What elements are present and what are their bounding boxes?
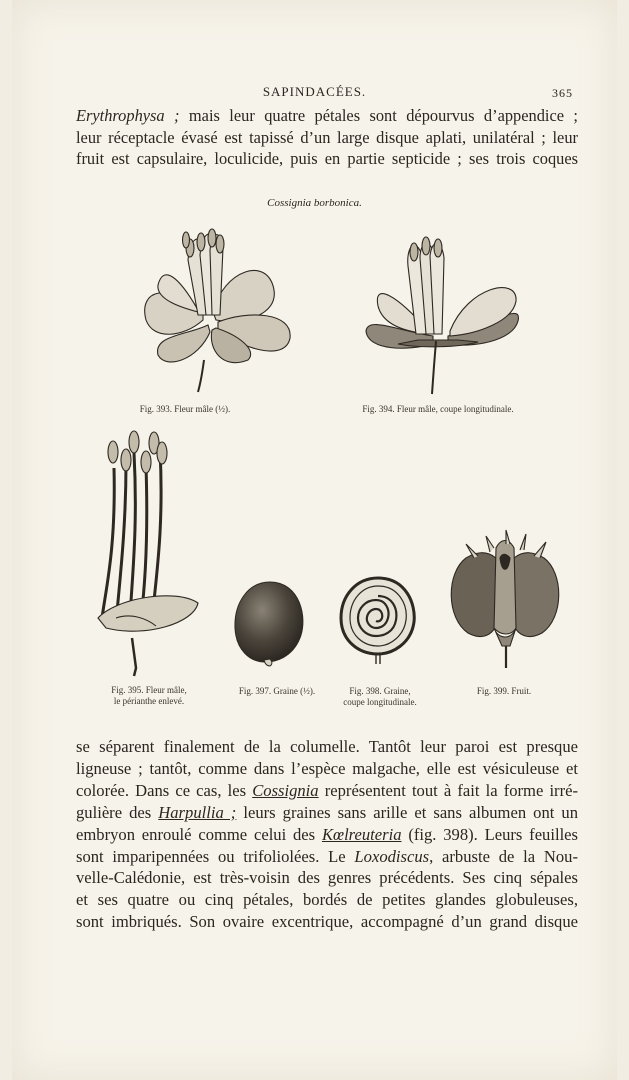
caption-fig-394: Fig. 394. Fleur mâle, coupe longitudinale.: [362, 404, 514, 414]
running-title: SAPINDACÉES.: [262, 84, 367, 99]
figure-397-seed: [230, 578, 310, 670]
genus-name: Loxodiscus: [354, 846, 430, 866]
text-line: Erythrophysa ; mais leur quatre pétales sont dépourvus d’appendice ;: [76, 106, 578, 125]
figure-395-stamens: [86, 428, 206, 678]
genus-name: Kœlreuteria: [321, 824, 402, 844]
text-line: et ses quatre ou cinq pétales, bordés de petites glandes globuleuses,: [76, 890, 578, 910]
caption-fig-393: Fig. 393. Fleur mâle (½).: [139, 404, 231, 414]
genus-name: Cossignia: [252, 780, 319, 800]
text-line: sont imparipennées ou trifoliolées. Le Loxodiscus, arbuste de la Nou-: [76, 846, 578, 866]
caption-fig-397: Fig. 397. Graine (½).: [238, 686, 316, 696]
caption-fig-399: Fig. 399. Fruit.: [476, 686, 532, 696]
figure-394-flower-section: [358, 236, 528, 396]
page-number: 365: [552, 86, 573, 100]
caption-fig-395: Fig. 395. Fleur mâle, le périanthe enlevé.: [111, 685, 187, 706]
text-line: fruit est capsulaire, loculicide, puis en partie septicide ; ses trois coques: [76, 149, 578, 169]
text-line: gulière des Harpullia ; leurs graines sans arille et sans albumen ont un: [76, 802, 578, 822]
text-line: ligneuse ; tantôt, comme dans l’espèce malgache, elle est vésiculeuse et: [76, 758, 578, 778]
genus-name: Harpullia ;: [158, 802, 237, 822]
text-line: embryon enroulé comme celui des Kœlreuteria (fig. 398). Leurs feuilles: [76, 824, 579, 844]
text-line: velle-Calédonie, est très-voisin des genres précédents. Ses cinq sépales: [76, 868, 578, 888]
page-header: [0, 84, 629, 104]
caption-fig-398: Fig. 398. Graine, coupe longitudinale.: [343, 686, 417, 707]
text-line: se séparent finalement de la columelle. Tantôt leur paroi est presque: [76, 737, 578, 756]
figure-398-seed-section: [336, 574, 420, 666]
figure-393-male-flower: [128, 220, 298, 396]
top-paragraph: [76, 105, 578, 170]
text-line: sont imbriqués. Son ovaire excentrique, accompagné d’un grand disque: [76, 912, 578, 932]
plate-title: Cossignia borbonica.: [267, 197, 362, 209]
bottom-paragraph: [76, 736, 578, 933]
genus-name: Erythrophysa ;: [76, 106, 180, 125]
figure-399-fruit: [446, 528, 564, 674]
text-line: leur réceptacle évasé est tapissé d’un large disque aplati, unilatéral ; leur: [76, 127, 578, 147]
text-line: colorée. Dans ce cas, les Cossignia représentent tout à fait la forme irré-: [76, 780, 578, 800]
